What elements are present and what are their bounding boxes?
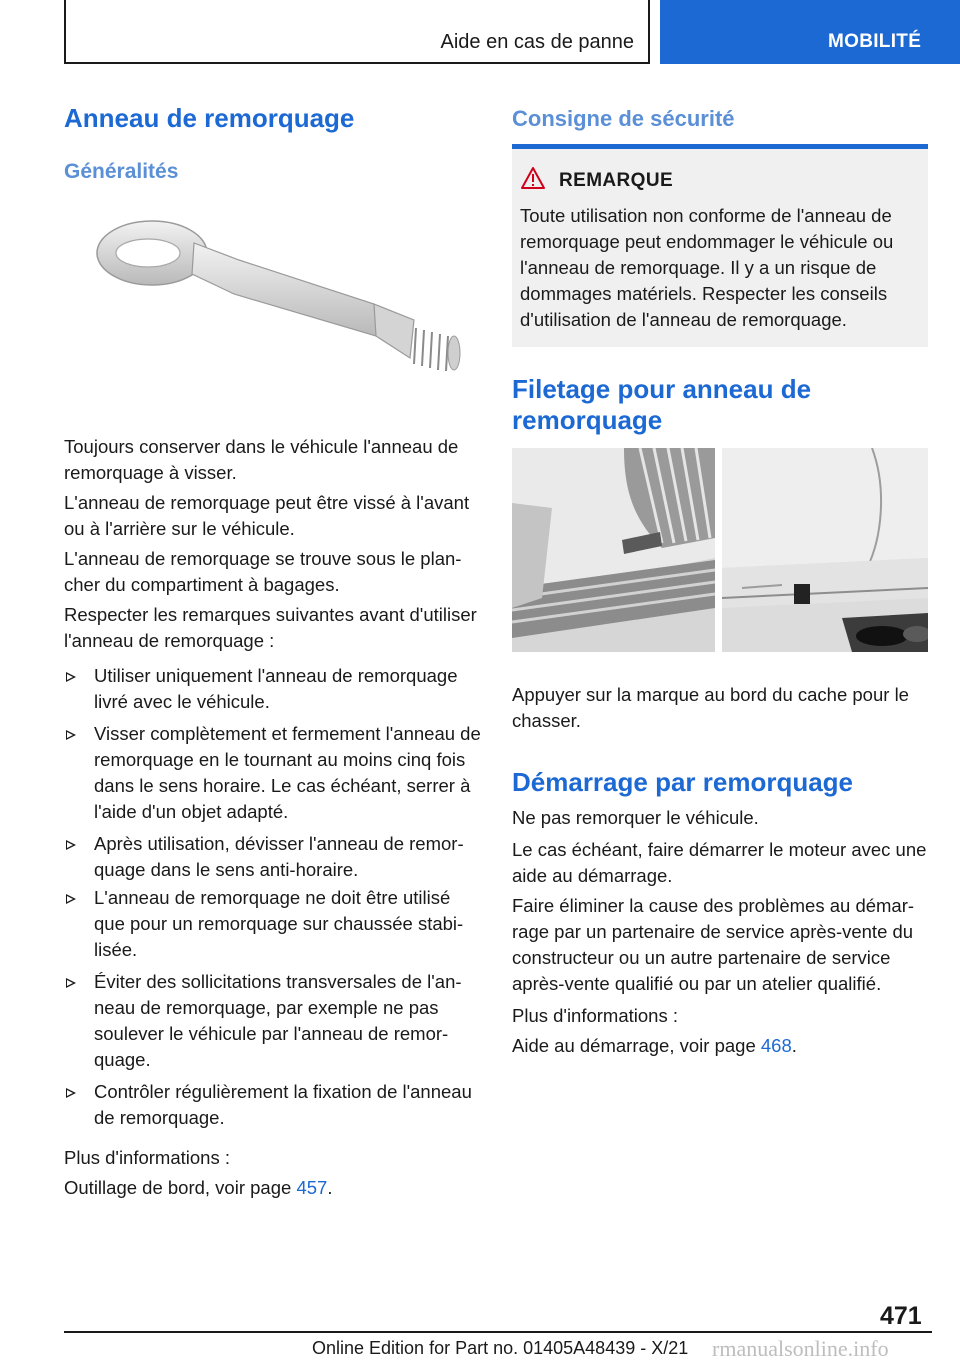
warning-label: REMARQUE bbox=[559, 170, 674, 191]
cross-reference-jump-start: Aide au démarrage, voir page 468. bbox=[512, 1035, 797, 1056]
thread-section-title: Filetage pour anneau de remorquage bbox=[512, 374, 812, 435]
page-link-468[interactable]: 468 bbox=[760, 1035, 792, 1056]
bullet-triangle-icon bbox=[66, 1088, 76, 1098]
list-item: Contrôler régulièrement la fixation de l'anneau de remorquage. bbox=[94, 1081, 472, 1128]
tow-start-title: Démarrage par remorquage bbox=[512, 767, 854, 797]
list-item: Visser complètement et fermement l'anneau de remorquage en le tournant au moins cinq fois dans le sens horaire. Le cas échéant, serrer à l'aide d'un objet adapté. bbox=[94, 723, 481, 822]
header-section-title: Aide en cas de panne bbox=[440, 31, 634, 53]
page-link-457[interactable]: 457 bbox=[296, 1177, 328, 1198]
footer-watermark: rmanualsonline.info bbox=[712, 1336, 889, 1361]
footer-rule bbox=[64, 1331, 932, 1333]
paragraph-storage-location: L'anneau de remorquage se trouve sous le plancher du compartiment à bagages. bbox=[64, 548, 462, 595]
safety-title: Consigne de sécurité bbox=[512, 106, 735, 131]
paragraph-before-use: Respecter les remarques suivantes avant d'utiliser l'anneau de remorquage : bbox=[64, 604, 477, 651]
warning-text: Toute utilisation non conforme de l'anneau de remorquage peut endommager le véhicule ou l'anneau de remorquage. Il y a un risque de dommages matériels. Respecter les conseils d'utilisation de l'anneau de remorquage. bbox=[520, 205, 894, 330]
list-item: Après utilisation, dévisser l'anneau de remorquage dans le sens anti-horaire. bbox=[94, 833, 464, 880]
list-item: L'anneau de remorquage ne doit être utilisé que pour un remorquage sur chaussée stabilisée. bbox=[94, 887, 464, 960]
paragraph-service-partner: Faire éliminer la cause des problèmes au démarrage par un partenaire de service après-vente du constructeur ou un autre partenaire de service après-vente qualifié ou par un atelier qualifié. bbox=[512, 895, 915, 994]
list-item: Éviter des sollicitations transversales de l'anneau de remorquage, par exemple ne pas soulever le véhicule par l'anneau de remorquage. bbox=[94, 971, 462, 1070]
bullet-triangle-icon bbox=[66, 894, 76, 904]
paragraph-jump-start: Le cas échéant, faire démarrer le moteur avec une aide au démarrage. bbox=[512, 839, 927, 886]
more-info-label: Plus d'informations : bbox=[64, 1147, 230, 1168]
footer-edition: Online Edition for Part no. 01405A48439 - X/21 bbox=[312, 1338, 689, 1358]
page-number: 471 bbox=[880, 1302, 922, 1330]
bullet-triangle-icon bbox=[66, 840, 76, 850]
header-section-box bbox=[64, 0, 650, 64]
paragraph-no-tow: Ne pas remorquer le véhicule. bbox=[512, 807, 759, 828]
warning-triangle-icon bbox=[520, 166, 546, 190]
header-chapter-label: MOBILITÉ bbox=[828, 31, 922, 52]
tow-ring-image bbox=[64, 208, 482, 408]
bullet-triangle-icon bbox=[66, 672, 76, 682]
paragraph-mount-position: L'anneau de remorquage peut être vissé à l'avant ou à l'arrière sur le véhicule. bbox=[64, 492, 470, 539]
header-chapter-tab[interactable] bbox=[660, 0, 960, 64]
list-item: Utiliser uniquement l'anneau de remorquage livré avec le véhicule. bbox=[94, 665, 458, 712]
paragraph-keep-in-vehicle: Toujours conserver dans le véhicule l'anneau de remorquage à visser. bbox=[64, 436, 459, 483]
more-info-label: Plus d'informations : bbox=[512, 1005, 678, 1026]
rear-bumper-image bbox=[722, 448, 928, 652]
bullet-triangle-icon bbox=[66, 978, 76, 988]
bullet-triangle-icon bbox=[66, 730, 76, 740]
front-bumper-image bbox=[512, 448, 715, 652]
page-title: Anneau de remorquage bbox=[64, 103, 355, 133]
thread-instruction: Appuyer sur la marque au bord du cache pour le chasser. bbox=[512, 684, 909, 731]
cross-reference-toolkit: Outillage de bord, voir page 457. bbox=[64, 1177, 333, 1198]
section-subtitle: Généralités bbox=[64, 160, 179, 183]
